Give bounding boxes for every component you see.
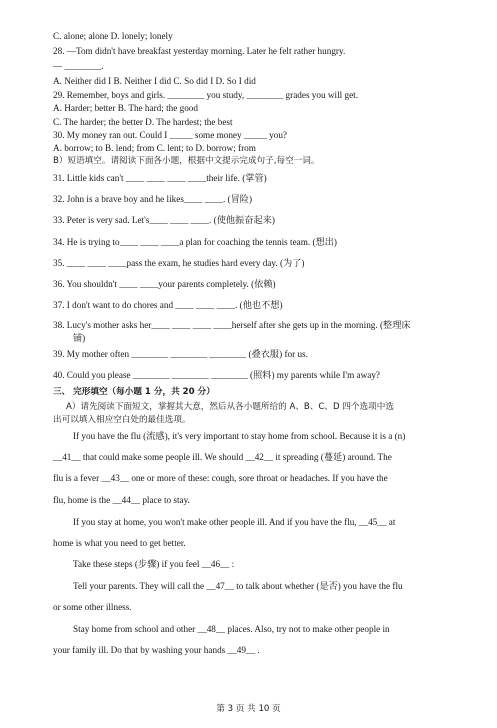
- section-b-instructions: B）短语填空。请阅读下面各小题，根据中文提示完成句子,每空一词。: [53, 156, 320, 166]
- section-3-instructions-1: A）请先阅读下面短文，掌握其大意，然后从各小题所给的 A、B、C、D 四个选项中选: [66, 402, 394, 412]
- passage-line-8: Tell your parents. They will call the __47__ to talk about whether (是否) you have the flu: [73, 581, 403, 591]
- q34-text: 34. He is trying to____ ____ ____a plan for coaching the tennis team. (想出): [53, 237, 337, 247]
- q29-text: 29. Remember, boys and girls. ________ you study, ________ grades you will get.: [53, 90, 358, 100]
- section-3-instructions-2: 出可以填入相应空白处的最佳选项。: [53, 415, 191, 425]
- passage-line-1: If you have the flu (流感), it's very important to stay home from school. Because it is a (n): [73, 431, 406, 441]
- section-3-title: 三、 完形填空（每小题 1 分，共 20 分）: [53, 387, 215, 397]
- q35-text: 35. ____ ____ ____pass the exam, he studies hard every day. (为了): [53, 258, 305, 268]
- q30-text: 30. My money ran out. Could I _____ some money _____ you?: [53, 130, 288, 140]
- passage-line-5: If you stay at home, you won't make other people ill. And if you have the flu, __45__ at: [73, 517, 396, 527]
- q36-text: 36. You shouldn't ____ ____your parents completely. (依赖): [53, 279, 276, 289]
- passage-line-3: flu is a fever __43__ one or more of these: cough, sore throat or headaches. If you have the: [53, 473, 388, 483]
- passage-line-4: flu, home is the __44__ place to stay.: [53, 495, 190, 505]
- page-footer: 第 3 页 共 10 页: [216, 704, 281, 714]
- q38-text-cont: 铺): [73, 333, 86, 343]
- q31-text: 31. Little kids can't ____ ____ ____ ____their life. (掌管): [53, 173, 267, 183]
- q28-options: A. Neither did I B. Neither I did C. So did I D. So I did: [53, 76, 256, 86]
- passage-line-7: Take these steps (步骤) if you feel __46__ :: [73, 559, 235, 569]
- q28-text: 28. —Tom didn't have breakfast yesterday morning. Later he felt rather hungry.: [53, 46, 346, 56]
- passage-line-9: or some other illness.: [53, 602, 132, 612]
- q29-options-ab: A. Harder; better B. The hard; the good: [53, 103, 198, 113]
- passage-line-2: __41__ that could make some people ill. We should __42__ it spreading (蔓延) around. The: [53, 452, 392, 462]
- passage-line-6: home is what you need to get better.: [53, 538, 186, 548]
- passage-line-11: your family ill. Do that by washing your hands __49__ .: [53, 645, 260, 655]
- q33-text: 33. Peter is very sad. Let's____ ____ ____. (使他振奋起来): [53, 215, 275, 225]
- q29-options-cd: C. The harder; the better D. The hardest; the best: [53, 117, 233, 127]
- q38-text: 38. Lucy's mother asks her____ ____ ____ ____herself after she gets up in the morning. (整理床: [53, 320, 411, 330]
- passage-line-10: Stay home from school and other __48__ places. Also, try not to make other people in: [73, 624, 390, 634]
- q27-options-cd: C. alone; alone D. lonely; lonely: [53, 31, 173, 41]
- q40-text: 40. Could you please ________ ________ ________ (照料) my parents while I'm away?: [53, 370, 380, 380]
- q37-text: 37. I don't want to do chores and ____ ____ ____. (他也不想): [53, 300, 283, 310]
- q30-options: A. borrow; to B. lend; from C. lent; to D. borrow; from: [53, 143, 256, 153]
- q28-blank: — ________.: [53, 61, 104, 71]
- q32-text: 32. John is a brave boy and he likes____ ____. (冒险): [53, 194, 253, 204]
- q39-text: 39. My mother often ________ ________ ________ (叠衣服) for us.: [53, 349, 308, 359]
